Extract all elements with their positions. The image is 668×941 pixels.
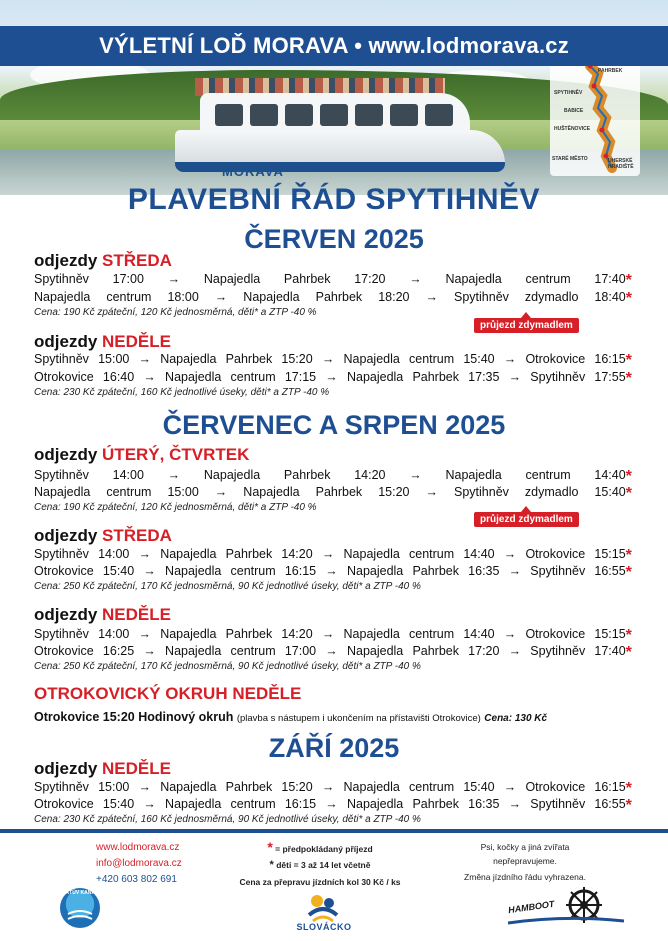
legend-kids: * děti = 3 až 14 let včetně [269,859,371,871]
heading-july-wednesday: odjezdy STŘEDA [34,526,172,545]
arrival-star: * [625,290,632,307]
heading-okruh: OTROKOVICKÝ OKRUH NEDĚLE [34,684,302,703]
pets-note-1: Psi, kočky a jiná zvířata [480,842,570,852]
arrival-star: * [625,485,632,502]
arrival-star: * [625,370,632,387]
timetable-row: Otrokovice 15:40 → Napajedla centrum 16:15 → Napajedla Pahrbek 16:35 → Spytihněv 16:55* [34,797,632,814]
lock-pass-badge: průjezd zdymadlem [474,318,579,333]
price-note: Cena: 230 Kč zpáteční, 160 Kč jednosměrná, 90 Kč jednotlivé úseky, děti* a ZTP -40 % [34,814,421,825]
arrival-star: * [625,780,632,797]
arrival-star: * [625,272,632,289]
section-title-july-august: ČERVENEC A SRPEN 2025 [162,410,506,440]
legend-star: * = předpokládaný příjezd [267,839,373,855]
arrival-star: * [625,468,632,485]
footer-divider [0,829,668,833]
arrival-star: * [625,564,632,581]
bike-price: Cena za přepravu jízdních kol 30 Kč / ks [239,877,401,887]
timetable-row: Spytihněv 14:00 → Napajedla Pahrbek 14:20 → Napajedla centrum 14:40* [34,468,632,485]
timetable-row: Otrokovice 16:40 → Napajedla centrum 17:15 → Napajedla Pahrbek 17:35 → Spytihněv 17:55* [34,370,632,387]
heading-sept-sunday: odjezdy NEDĚLE [34,759,171,778]
section-title-september: ZÁŘÍ 2025 [268,733,400,763]
timetable-row: Spytihněv 14:00 → Napajedla Pahrbek 14:20 → Napajedla centrum 14:40 → Otrokovice 15:15* [34,547,632,564]
footer-web-link[interactable]: www.lodmorava.cz [96,842,180,853]
footer-email-link[interactable]: info@lodmorava.cz [96,858,182,869]
header-banner [0,26,668,66]
hamboot-logo-text: HAMBOOT [507,898,555,916]
heading-june-wednesday: odjezdy STŘEDA [34,251,172,270]
price-note: Cena: 250 Kč zpáteční, 170 Kč jednosměrná, 90 Kč jednotlivé úseky, děti* a ZTP -40 % [34,581,421,592]
timetable-row: Spytihněv 14:00 → Napajedla Pahrbek 14:20 → Napajedla centrum 14:40 → Otrokovice 15:15* [34,627,632,644]
timetable-row: Otrokovice 16:25 → Napajedla centrum 17:00 → Napajedla Pahrbek 17:20 → Spytihněv 17:40* [34,644,632,661]
price-note: Cena: 230 Kč zpáteční, 160 Kč jednotlivé úseky, děti* a ZTP -40 % [34,387,330,398]
slovacko-logo-mark [305,893,341,923]
boat-name: MORAVA [222,164,284,179]
timetable-row: Spytihněv 15:00 → Napajedla Pahrbek 15:20 → Napajedla centrum 15:40 → Otrokovice 16:15* [34,780,632,797]
arrival-star: * [625,547,632,564]
timetable-row: Napajedla centrum 18:00 → Napajedla Pahrbek 18:20 → Spytihněv zdymadlo 18:40* [34,290,632,307]
pets-note-2: nepřepravujeme. [493,856,557,866]
timetable-row: Otrokovice 15:40 → Napajedla centrum 16:15 → Napajedla Pahrbek 16:35 → Spytihněv 16:55* [34,564,632,581]
okruh-line: Otrokovice 15:20 Hodinový okruh (plavba s nástupem i ukončením na přístavišti Otrokovice) Cena: 130 Kč [34,710,548,724]
batuv-kanal-logo: BAŤŮV KANÁL [60,888,100,928]
lock-pass-badge: průjezd zdymadlem [474,512,579,527]
heading-june-sunday: odjezdy NEDĚLE [34,332,171,351]
section-title-june: ČERVEN 2025 [244,224,424,254]
heading-tue-thu: odjezdy ÚTERÝ, ČTVRTEK [34,445,250,464]
price-note: Cena: 190 Kč zpáteční, 120 Kč jednosměrná, děti* a ZTP -40 % [34,307,317,318]
arrival-star: * [625,352,632,369]
footer-phone[interactable]: +420 603 802 691 [96,874,177,885]
arrival-star: * [625,627,632,644]
price-note: Cena: 250 Kč zpáteční, 170 Kč jednosměrná, 90 Kč jednotlivé úseky, děti* a ZTP -40 % [34,661,421,672]
route-map: PAHRBEK SPYTIHNĚV BABICE HUŠTĚNOVICE STARÉ MĚSTO UHERSKÉ HRADIŠTĚ [550,56,640,176]
banner-text: VÝLETNÍ LOĎ MORAVA • www.lodmorava.cz [99,33,569,58]
timetable-row: Spytihněv 17:00 → Napajedla Pahrbek 17:20 → Napajedla centrum 17:40* [34,272,632,289]
page-title: PLAVEBNÍ ŘÁD SPYTIHNĚV [127,183,541,216]
arrival-star: * [625,644,632,661]
boat-registration: 32302950 [283,164,328,175]
slovacko-logo-text: SLOVÁCKO [296,922,352,932]
timetable-row: Napajedla centrum 15:00 → Napajedla Pahrbek 15:20 → Spytihněv zdymadlo 15:40* [34,485,632,502]
schedule-change-note: Změna jízdního řádu vyhrazena. [464,872,586,882]
arrival-star: * [625,797,632,814]
timetable-row: Spytihněv 15:00 → Napajedla Pahrbek 15:20 → Napajedla centrum 15:40 → Otrokovice 16:15* [34,352,632,369]
price-note: Cena: 190 Kč zpáteční, 120 Kč jednosměrná, děti* a ZTP -40 % [34,502,317,513]
heading-july-sunday: odjezdy NEDĚLE [34,605,171,624]
